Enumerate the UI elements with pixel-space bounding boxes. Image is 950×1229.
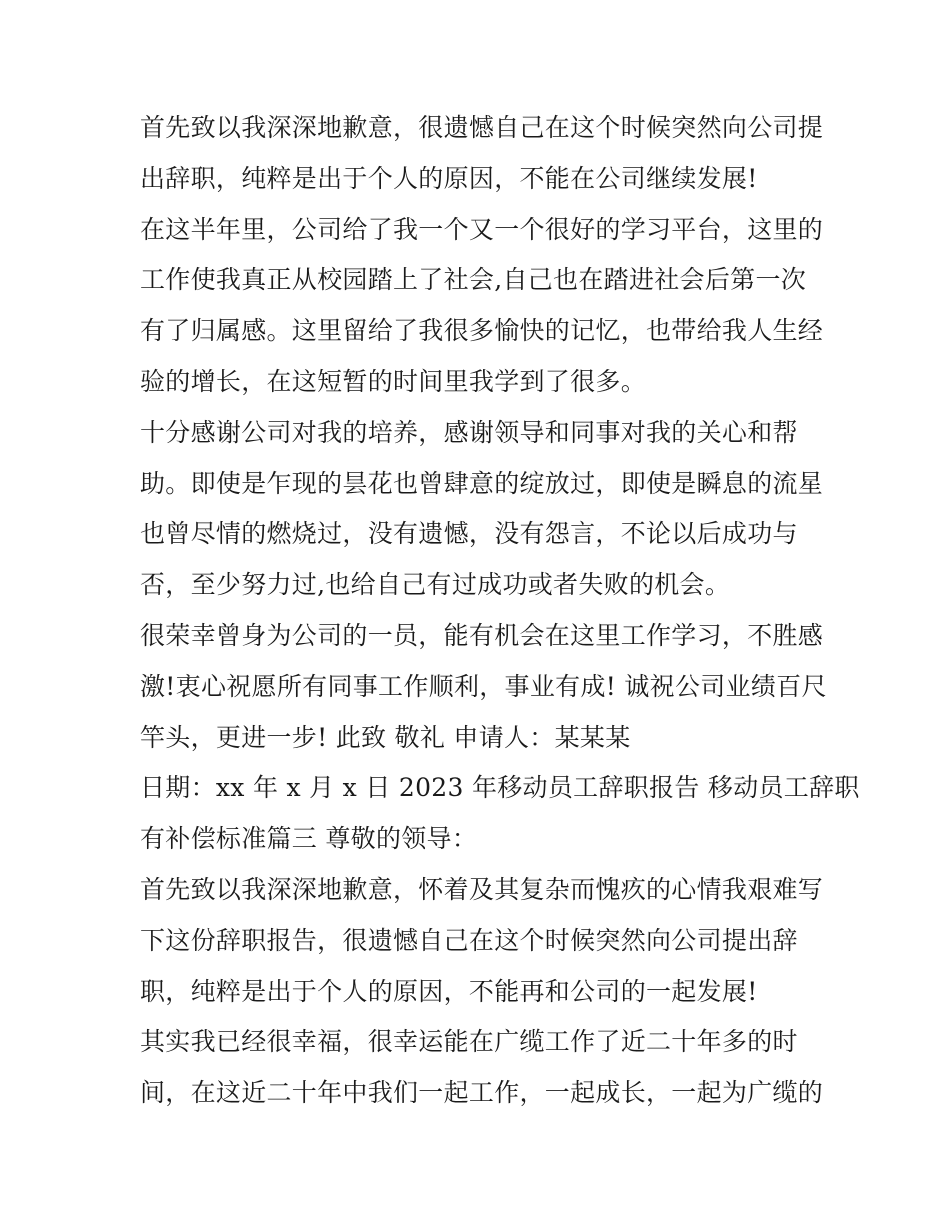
text-line: 有了归属感。这里留给了我很多愉快的记忆，也带给我人生经 [140, 316, 824, 346]
text-line: 工作使我真正从校园踏上了社会,自己也在踏进社会后第一次 [140, 265, 807, 295]
text-line: 间，在这近二十年中我们一起工作，一起成长，一起为广缆的 [140, 1078, 824, 1108]
document-body [140, 103, 860, 1119]
text-line: 其实我已经很幸福，很幸运能在广缆工作了近二十年多的时 [140, 1027, 798, 1057]
text-line: 也曾尽情的燃烧过，没有遗憾，没有怨言，不论以后成功与 [140, 519, 798, 549]
text-line: 助。即使是乍现的昙花也曾肆意的绽放过，即使是瞬息的流星 [140, 468, 824, 498]
text-line: 下这份辞职报告，很遗憾自己在这个时候突然向公司提出辞 [140, 925, 798, 955]
text-line: 竿头，更进一步! 此致 敬礼 申请人：某某某 [140, 722, 631, 752]
text-line: 首先致以我深深地歉意，怀着及其复杂而愧疚的心情我艰难写 [140, 874, 824, 904]
text-line: 在这半年里，公司给了我一个又一个很好的学习平台，这里的 [140, 214, 824, 244]
text-line: 否，至少努力过,也给自己有过成功或者失败的机会。 [140, 570, 731, 600]
text-line: 十分感谢公司对我的培养，感谢领导和同事对我的关心和帮 [140, 417, 798, 447]
text-line: 职，纯粹是出于个人的原因，不能再和公司的一起发展! [140, 976, 758, 1006]
text-line: 出辞职，纯粹是出于个人的原因，不能在公司继续发展! [140, 163, 758, 193]
text-line: 很荣幸曾身为公司的一员，能有机会在这里工作学习，不胜感 [140, 620, 824, 650]
text-line: 验的增长，在这短暂的时间里我学到了很多。 [140, 366, 647, 396]
text-line: 有补偿标准篇三 尊敬的领导： [140, 824, 478, 854]
text-line: 首先致以我深深地歉意，很遗憾自己在这个时候突然向公司提 [140, 113, 824, 142]
text-line: 激!衷心祝愿所有同事工作顺利，事业有成! 诚祝公司业绩百尺 [140, 671, 827, 701]
text-line: 日期：xx 年 x 月 x 日 2023 年移动员工辞职报告 移动员工辞职 [140, 773, 860, 803]
